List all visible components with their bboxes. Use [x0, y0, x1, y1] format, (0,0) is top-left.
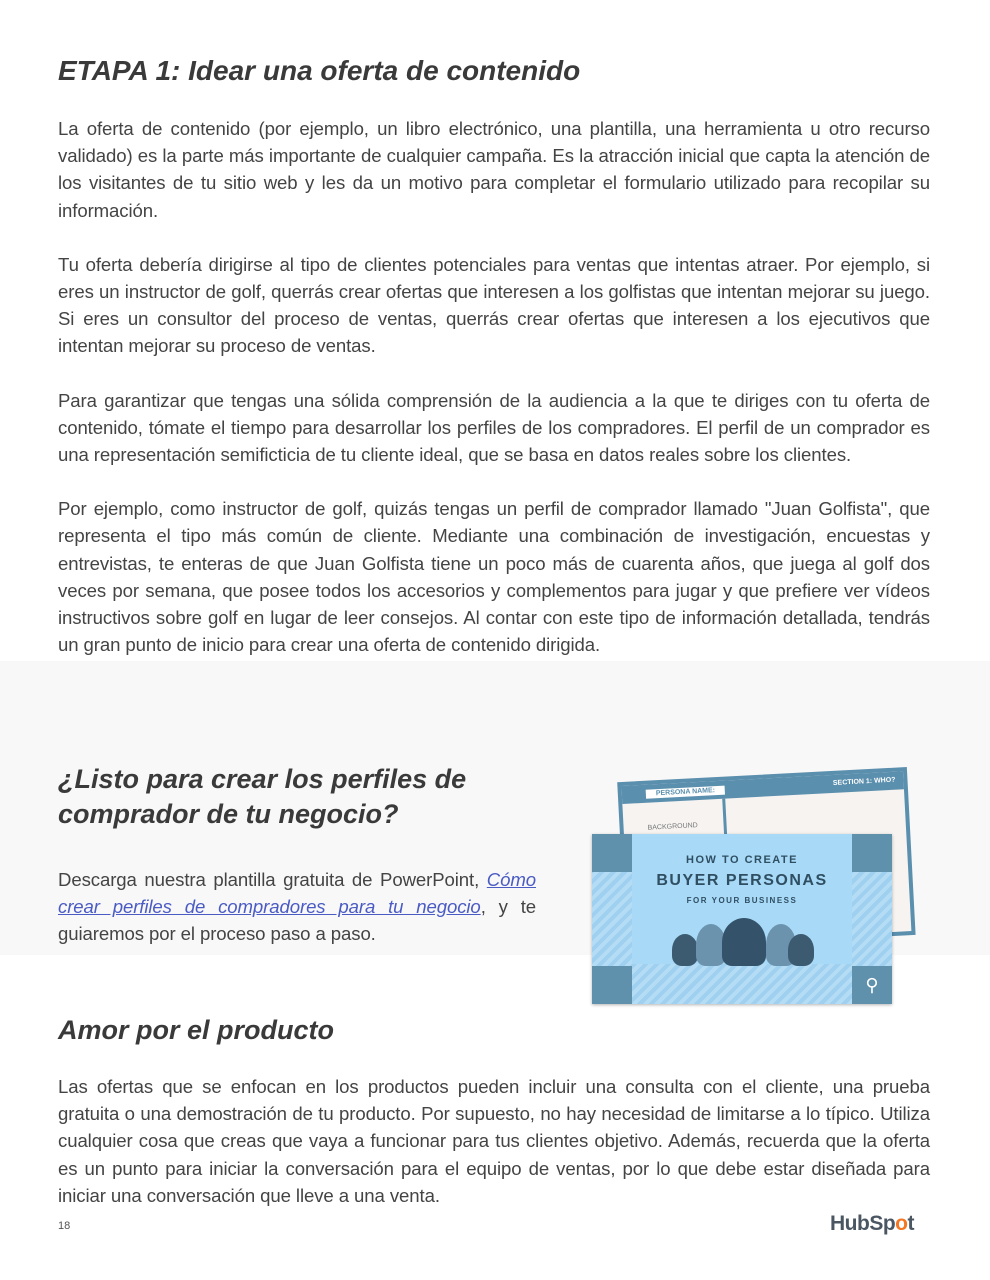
- background-label: BACKGROUND: [647, 822, 698, 832]
- cover-line2: BUYER PERSONAS: [656, 872, 828, 889]
- paragraph: Tu oferta debería dirigirse al tipo de clientes potenciales para ventas que intentas atraer. Por ejemplo, si eres un instructor de golf, querrás crear ofertas que interesen a los golfistas que intentan mejorar su juego. Si eres un consultor del proceso de ventas, querrás crear ofertas que interesen a los ejecutivos que intentan mejorar su proceso de ventas.: [58, 253, 930, 357]
- hubspot-logo: HubSpot: [830, 1212, 914, 1235]
- paragraph: Por ejemplo, como instructor de golf, quizás tengas un perfil de comprador llamado "Juan Golfista", que representa el tipo más común de cliente. Mediante una combinación de investigación, encuestas y entrevistas, te enteras de que Juan Golfista tiene un poco más de cuarenta años, que juega al golf dos veces por semana, que posee todos los accesorios y complementos para jugar y que prefiere ver vídeos instructivos sobre golf en lugar de leer consejos. Al contar con este tipo de información detallada, tendrás un gran punto de inicio para crear una oferta de contenido dirigida.: [58, 498, 930, 656]
- paragraph: Para garantizar que tengas una sólida comprensión de la audiencia a la que te diriges con tu oferta de contenido, tómate el tiempo para desarrollar los perfiles de los compradores. El perfil de un comprador es una representación semificticia de tu cliente ideal, que se basa en datos reales sobre los clientes.: [58, 389, 930, 466]
- promo-title: ¿Listo para crear los perfiles de comprador de tu negocio?: [58, 764, 467, 829]
- buyer-personas-template-image[interactable]: [590, 776, 910, 1008]
- cover-line1: HOW TO CREATE: [686, 854, 798, 866]
- paragraph: Las ofertas que se enfocan en los productos pueden incluir una consulta con el cliente, una prueba gratuita o una demostración de tu producto. Por supuesto, no hay necesidad de limitarse a lo típico. Utiliza cualquier cosa que creas que vaya a funcionar para tus clientes objetivo. Además, recuerda que la oferta es un punto para iniciar la conversación para el equipo de ventas, por lo que debe estar diseñada para iniciar una conversación que lleve a una venta.: [58, 1076, 930, 1206]
- promo-text-end: , y te guiaremos por el proceso paso a paso.: [58, 896, 536, 945]
- paragraph: La oferta de contenido (por ejemplo, un libro electrónico, una plantilla, una herramienta u otro recurso validado) es la parte más importante de cualquier campaña. Es la atracción inicial que capta la atención de los visitantes de tu sitio web y les da un motivo para completar el formulario utilizado para recopilar su información.: [58, 118, 930, 221]
- cover-line3: FOR YOUR BUSINESS: [686, 896, 798, 905]
- section-title: Amor por el producto: [58, 1015, 334, 1045]
- template-cover: [592, 834, 892, 1004]
- promo-text-start: Descarga nuestra plantilla gratuita de PowerPoint,: [58, 869, 487, 890]
- section-label: SECTION 1: WHO?: [832, 776, 896, 787]
- section-body: [58, 115, 930, 658]
- template-link[interactable]: Cómo crear perfiles de compradores para tu negocio: [58, 869, 536, 918]
- section-title: ETAPA 1: Idear una oferta de contenido: [58, 55, 581, 86]
- promo-text: [58, 866, 536, 948]
- page-number: 18: [58, 1220, 71, 1232]
- persona-name-label: PERSONA NAME:: [646, 786, 726, 799]
- hubspot-sprocket-icon: ⚲: [852, 966, 892, 1004]
